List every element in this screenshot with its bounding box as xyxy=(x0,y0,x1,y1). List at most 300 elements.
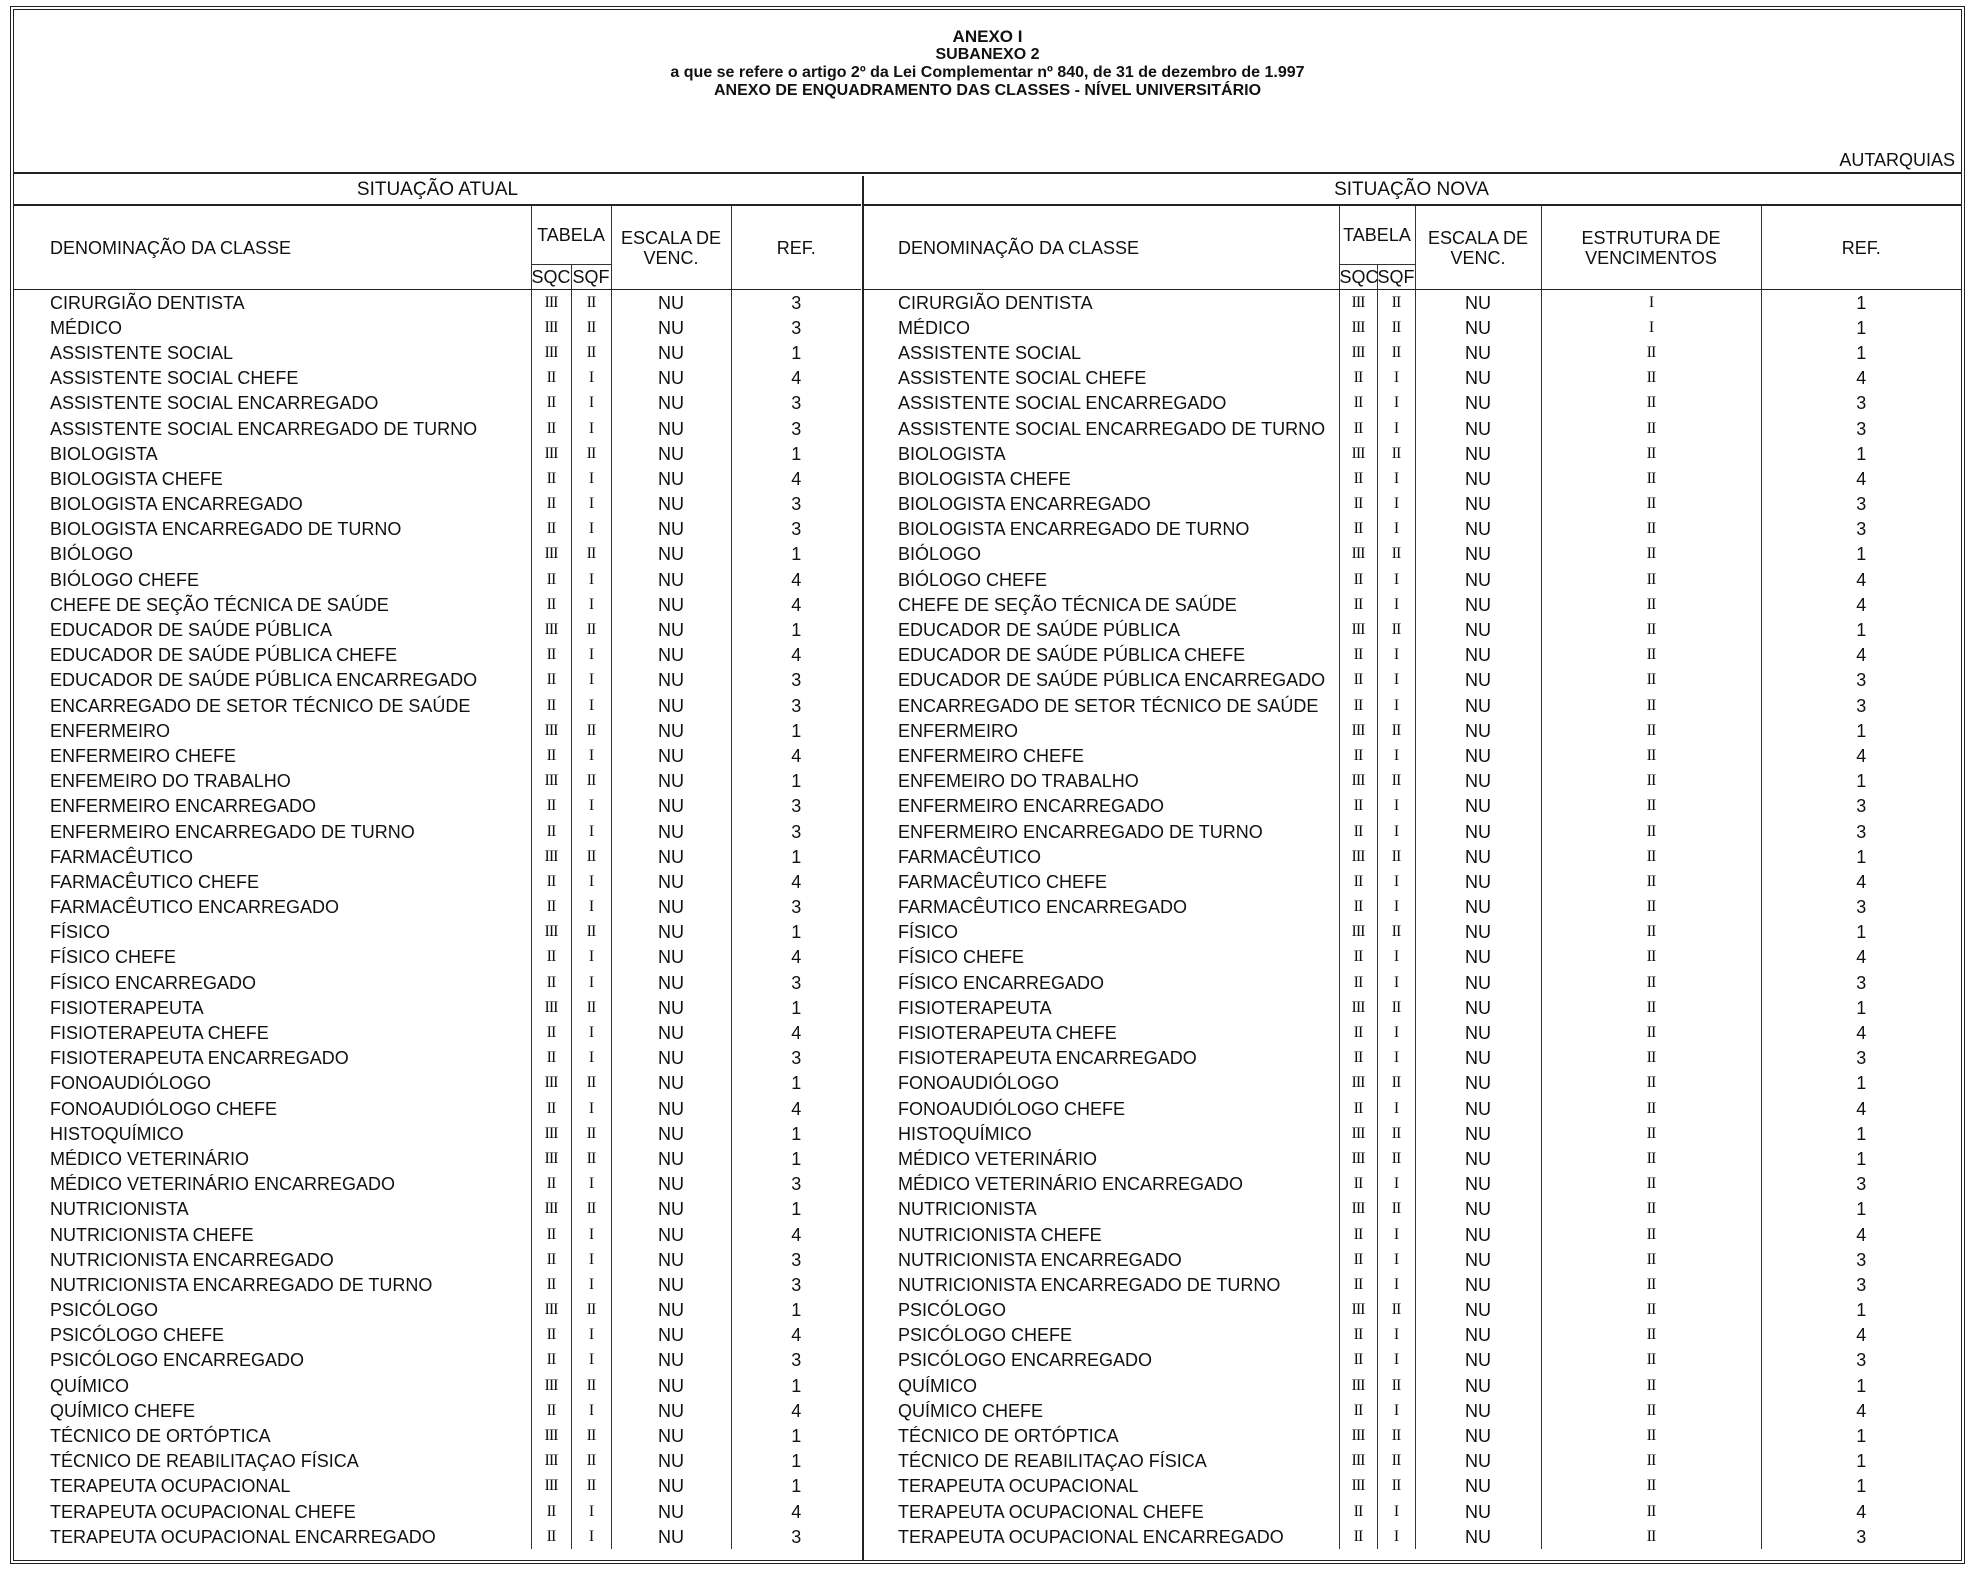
sqf-value: I xyxy=(571,1172,611,1197)
sqc-value: II xyxy=(1339,366,1377,391)
header-rule xyxy=(14,172,1961,174)
class-name: MÉDICO VETERINÁRIO xyxy=(898,1148,1098,1169)
sqf-value: I xyxy=(571,1222,611,1247)
sqf-value: I xyxy=(571,391,611,416)
escala-value: NU xyxy=(611,1272,731,1297)
escala-value: NU xyxy=(611,1146,731,1171)
escala-value: NU xyxy=(611,1499,731,1524)
sqc-value: II xyxy=(531,366,571,391)
class-name: TÉCNICO DE REABILITAÇAO FÍSICA xyxy=(898,1451,1207,1472)
class-name: ENFERMEIRO xyxy=(50,720,171,741)
class-name: TERAPEUTA OCUPACIONAL xyxy=(898,1476,1139,1497)
ref-value: 3 xyxy=(731,315,861,340)
sqc-value: II xyxy=(1339,1348,1377,1373)
estrutura-value: II xyxy=(1541,819,1761,844)
estrutura-value: II xyxy=(1541,895,1761,920)
table-row xyxy=(862,617,1961,642)
escala-value: NU xyxy=(1415,869,1541,894)
sqf-value: I xyxy=(1377,391,1415,416)
escala-value: NU xyxy=(611,844,731,869)
class-name: ENCARREGADO DE SETOR TÉCNICO DE SAÚDE xyxy=(898,695,1319,716)
sqf-value: I xyxy=(571,869,611,894)
class-name: CIRURGIÃO DENTISTA xyxy=(898,292,1093,313)
sqf-value: II xyxy=(571,441,611,466)
sqf-value: II xyxy=(571,769,611,794)
class-name: ENFERMEIRO CHEFE xyxy=(50,745,237,766)
ref-value: 3 xyxy=(731,416,861,441)
escala-value: NU xyxy=(1415,945,1541,970)
ref-value: 1 xyxy=(731,920,861,945)
escala-value: NU xyxy=(611,1398,731,1423)
estrutura-value: II xyxy=(1541,416,1761,441)
class-name: ASSISTENTE SOCIAL ENCARREGADO DE TURNO xyxy=(898,418,1326,439)
class-name: ASSISTENTE SOCIAL CHEFE xyxy=(50,368,299,389)
class-name: BIÓLOGO xyxy=(898,544,982,565)
class-name: FARMACÊUTICO xyxy=(898,846,1042,867)
class-name: PSICÓLOGO xyxy=(898,1300,1007,1321)
estrutura-value: II xyxy=(1541,1423,1761,1448)
table-row xyxy=(862,794,1961,819)
class-name: QUÍMICO xyxy=(898,1375,977,1396)
escala-value: NU xyxy=(1415,1474,1541,1499)
sqf-value: I xyxy=(1377,794,1415,819)
table-row xyxy=(14,1474,861,1499)
sqf-value: I xyxy=(1377,567,1415,592)
ref-value: 4 xyxy=(731,869,861,894)
escala-value: NU xyxy=(611,970,731,995)
sqc-value: III xyxy=(1339,1146,1377,1171)
escala-value: NU xyxy=(611,1247,731,1272)
sqf-value: I xyxy=(1377,743,1415,768)
sqf-value: I xyxy=(571,1524,611,1549)
sqc-value: II xyxy=(1339,466,1377,491)
class-name: BIOLOGISTA xyxy=(898,443,1006,464)
col-denominacao-header: DENOMINAÇÃO DA CLASSE xyxy=(862,205,1339,290)
escala-value: NU xyxy=(611,1071,731,1096)
sqc-value: III xyxy=(1339,1197,1377,1222)
sqc-value: II xyxy=(1339,970,1377,995)
table-row xyxy=(14,1172,861,1197)
escala-value: NU xyxy=(611,416,731,441)
estrutura-value: II xyxy=(1541,1348,1761,1373)
ref-value: 4 xyxy=(731,1499,861,1524)
sqf-value: I xyxy=(1377,1096,1415,1121)
table-row xyxy=(862,945,1961,970)
sqf-value: I xyxy=(1377,945,1415,970)
escala-value: NU xyxy=(1415,1247,1541,1272)
table-row xyxy=(14,1348,861,1373)
table-row xyxy=(14,844,861,869)
class-name: FONOAUDIÓLOGO CHEFE xyxy=(898,1098,1126,1119)
table-row xyxy=(14,1499,861,1524)
class-name: NUTRICIONISTA ENCARREGADO DE TURNO xyxy=(898,1274,1281,1295)
escala-value: NU xyxy=(611,1423,731,1448)
ref-value: 1 xyxy=(731,340,861,365)
sqc-value: II xyxy=(1339,416,1377,441)
escala-value: NU xyxy=(1415,1298,1541,1323)
table-row xyxy=(862,869,1961,894)
table-row xyxy=(14,668,861,693)
sqc-value: II xyxy=(1339,743,1377,768)
class-name: FISIOTERAPEUTA xyxy=(50,997,204,1018)
sqc-value: III xyxy=(531,1121,571,1146)
class-name: HISTOQUÍMICO xyxy=(50,1123,184,1144)
escala-value: NU xyxy=(1415,542,1541,567)
table-row xyxy=(862,1449,1961,1474)
table-row xyxy=(862,1423,1961,1448)
ref-value: 3 xyxy=(731,668,861,693)
class-name: ASSISTENTE SOCIAL CHEFE xyxy=(898,368,1147,389)
ref-value: 1 xyxy=(731,1121,861,1146)
sqf-value: I xyxy=(571,1348,611,1373)
ref-value: 3 xyxy=(1761,970,1961,995)
ref-value: 4 xyxy=(731,945,861,970)
ref-value: 4 xyxy=(1761,1499,1961,1524)
ref-value: 1 xyxy=(1761,441,1961,466)
estrutura-value: II xyxy=(1541,1373,1761,1398)
sqc-value: II xyxy=(531,743,571,768)
table-row xyxy=(14,970,861,995)
document-header xyxy=(14,10,1961,170)
ref-value: 1 xyxy=(1761,995,1961,1020)
class-name: PSICÓLOGO xyxy=(50,1300,159,1321)
class-name: NUTRICIONISTA xyxy=(898,1199,1037,1220)
class-name: NUTRICIONISTA xyxy=(50,1199,189,1220)
table-row xyxy=(14,315,861,340)
sqc-value: II xyxy=(531,970,571,995)
ref-value: 3 xyxy=(731,517,861,542)
column-divider xyxy=(862,176,864,1560)
ref-value: 1 xyxy=(1761,1373,1961,1398)
class-name: FÍSICO xyxy=(898,922,959,943)
ref-value: 3 xyxy=(1761,895,1961,920)
escala-value: NU xyxy=(611,517,731,542)
sqf-value: II xyxy=(1377,1121,1415,1146)
col-sqf-header: SQF xyxy=(571,265,611,290)
table-row xyxy=(14,920,861,945)
ref-value: 1 xyxy=(1761,718,1961,743)
ref-value: 4 xyxy=(1761,1323,1961,1348)
escala-value: NU xyxy=(1415,441,1541,466)
sqf-value: I xyxy=(1377,416,1415,441)
table-row xyxy=(14,617,861,642)
estrutura-value: II xyxy=(1541,1096,1761,1121)
sqf-value: I xyxy=(571,592,611,617)
escala-value: NU xyxy=(1415,1499,1541,1524)
estrutura-value: II xyxy=(1541,1524,1761,1549)
sqc-value: II xyxy=(1339,1172,1377,1197)
sqc-value: III xyxy=(531,1373,571,1398)
ref-value: 3 xyxy=(1761,1247,1961,1272)
escala-value: NU xyxy=(1415,1222,1541,1247)
sqc-value: II xyxy=(1339,567,1377,592)
sqf-value: II xyxy=(571,1298,611,1323)
ref-value: 4 xyxy=(731,1020,861,1045)
table-row xyxy=(14,693,861,718)
class-name: BIÓLOGO CHEFE xyxy=(50,569,200,590)
ref-value: 3 xyxy=(731,1524,861,1549)
class-name: CHEFE DE SEÇÃO TÉCNICA DE SAÚDE xyxy=(50,594,389,615)
col-sqc-header: SQC xyxy=(1339,265,1377,290)
class-name: ENFEMEIRO DO TRABALHO xyxy=(50,771,291,792)
sqf-value: I xyxy=(571,492,611,517)
estrutura-value: II xyxy=(1541,1247,1761,1272)
class-name: ASSISTENTE SOCIAL xyxy=(898,342,1082,363)
table-row xyxy=(14,1020,861,1045)
sqf-value: II xyxy=(1377,718,1415,743)
escala-value: NU xyxy=(611,1373,731,1398)
class-name: MÉDICO xyxy=(898,317,970,338)
sqc-value: III xyxy=(531,1197,571,1222)
sqc-value: II xyxy=(531,1247,571,1272)
sqf-value: II xyxy=(1377,290,1415,316)
sqf-value: I xyxy=(1377,895,1415,920)
estrutura-value: II xyxy=(1541,920,1761,945)
sqc-value: II xyxy=(1339,643,1377,668)
ref-value: 1 xyxy=(1761,1298,1961,1323)
sqf-value: I xyxy=(571,1499,611,1524)
estrutura-value: II xyxy=(1541,567,1761,592)
ref-value: 1 xyxy=(731,769,861,794)
sqc-value: III xyxy=(1339,718,1377,743)
estrutura-value: II xyxy=(1541,945,1761,970)
table-row xyxy=(14,945,861,970)
escala-value: NU xyxy=(611,693,731,718)
class-name: FISIOTERAPEUTA ENCARREGADO xyxy=(50,1048,349,1069)
ref-value: 4 xyxy=(731,1222,861,1247)
ref-value: 1 xyxy=(1761,617,1961,642)
escala-value: NU xyxy=(1415,1071,1541,1096)
col-denominacao-header: DENOMINAÇÃO DA CLASSE xyxy=(14,205,531,290)
col-escala-header: ESCALA DE VENC. xyxy=(1415,205,1541,290)
escala-value: NU xyxy=(1415,1046,1541,1071)
sqf-value: I xyxy=(1377,668,1415,693)
sqf-value: II xyxy=(1377,1071,1415,1096)
table-row xyxy=(14,995,861,1020)
ref-value: 3 xyxy=(1761,1524,1961,1549)
estrutura-value: II xyxy=(1541,643,1761,668)
sqf-value: I xyxy=(1377,1272,1415,1297)
class-name: BIOLOGISTA ENCARREGADO DE TURNO xyxy=(898,519,1250,540)
ref-value: 4 xyxy=(731,1398,861,1423)
class-name: EDUCADOR DE SAÚDE PÚBLICA CHEFE xyxy=(50,645,398,666)
table-row xyxy=(862,895,1961,920)
ref-value: 3 xyxy=(731,693,861,718)
new-situation-table xyxy=(862,176,1961,1549)
estrutura-value: II xyxy=(1541,1046,1761,1071)
sqc-value: II xyxy=(1339,794,1377,819)
ref-value: 3 xyxy=(1761,391,1961,416)
sqc-value: II xyxy=(531,1020,571,1045)
escala-value: NU xyxy=(611,1197,731,1222)
class-name: MÉDICO xyxy=(50,317,122,338)
subannex-title: SUBANEXO 2 xyxy=(935,46,1040,63)
class-name: FISIOTERAPEUTA xyxy=(898,997,1052,1018)
estrutura-value: I xyxy=(1541,290,1761,316)
sqc-value: II xyxy=(531,1348,571,1373)
ref-value: 3 xyxy=(1761,1272,1961,1297)
table-row xyxy=(862,1146,1961,1171)
sqf-value: II xyxy=(571,995,611,1020)
table-row xyxy=(862,693,1961,718)
sqf-value: II xyxy=(1377,1298,1415,1323)
escala-value: NU xyxy=(611,718,731,743)
table-row xyxy=(14,466,861,491)
sqf-value: I xyxy=(1377,517,1415,542)
table-row xyxy=(862,1121,1961,1146)
class-name: FÍSICO CHEFE xyxy=(898,947,1025,968)
sqc-value: III xyxy=(531,1474,571,1499)
sqc-value: III xyxy=(1339,1423,1377,1448)
class-name: NUTRICIONISTA CHEFE xyxy=(50,1224,254,1245)
sqf-value: II xyxy=(571,1146,611,1171)
ref-value: 4 xyxy=(1761,366,1961,391)
class-name: BIOLOGISTA CHEFE xyxy=(898,468,1071,489)
sqc-value: III xyxy=(1339,1121,1377,1146)
sqc-value: III xyxy=(1339,1373,1377,1398)
sqc-value: II xyxy=(531,895,571,920)
table-row xyxy=(14,1423,861,1448)
sqf-value: II xyxy=(1377,1197,1415,1222)
escala-value: NU xyxy=(611,366,731,391)
estrutura-value: II xyxy=(1541,1298,1761,1323)
sqc-value: II xyxy=(1339,592,1377,617)
ref-value: 1 xyxy=(731,542,861,567)
sqf-value: I xyxy=(571,693,611,718)
ref-value: 3 xyxy=(731,1272,861,1297)
escala-value: NU xyxy=(611,743,731,768)
class-name: ASSISTENTE SOCIAL xyxy=(50,342,234,363)
class-name: TÉCNICO DE REABILITAÇAO FÍSICA xyxy=(50,1451,359,1472)
table-row xyxy=(862,1020,1961,1045)
table-row xyxy=(862,416,1961,441)
escala-value: NU xyxy=(1415,1121,1541,1146)
ref-value: 3 xyxy=(731,819,861,844)
sqf-value: II xyxy=(1377,1449,1415,1474)
sqf-value: I xyxy=(571,567,611,592)
table-row xyxy=(862,340,1961,365)
class-name: FISIOTERAPEUTA ENCARREGADO xyxy=(898,1048,1197,1069)
sqf-value: I xyxy=(1377,1046,1415,1071)
escala-value: NU xyxy=(1415,466,1541,491)
ref-value: 4 xyxy=(1761,466,1961,491)
sqc-value: III xyxy=(531,844,571,869)
escala-value: NU xyxy=(1415,416,1541,441)
document-page xyxy=(10,6,1965,1564)
sqf-value: II xyxy=(571,1071,611,1096)
class-name: FISIOTERAPEUTA CHEFE xyxy=(898,1023,1117,1044)
class-name: TERAPEUTA OCUPACIONAL CHEFE xyxy=(898,1501,1204,1522)
escala-value: NU xyxy=(611,643,731,668)
class-name: EDUCADOR DE SAÚDE PÚBLICA ENCARREGADO xyxy=(898,670,1326,691)
ref-value: 3 xyxy=(1761,819,1961,844)
escala-value: NU xyxy=(611,567,731,592)
sqc-value: III xyxy=(531,1146,571,1171)
escala-value: NU xyxy=(1415,617,1541,642)
estrutura-value: II xyxy=(1541,466,1761,491)
table-row xyxy=(862,970,1961,995)
sqc-value: II xyxy=(1339,517,1377,542)
sqc-value: III xyxy=(1339,920,1377,945)
ref-value: 4 xyxy=(1761,567,1961,592)
escala-value: NU xyxy=(1415,995,1541,1020)
class-name: QUÍMICO CHEFE xyxy=(50,1400,196,1421)
sqc-value: III xyxy=(531,718,571,743)
estrutura-value: II xyxy=(1541,617,1761,642)
class-name: TERAPEUTA OCUPACIONAL xyxy=(50,1476,291,1497)
sqf-value: I xyxy=(571,517,611,542)
col-estrutura-header: ESTRUTURA DE VENCIMENTOS xyxy=(1541,205,1761,290)
sqf-value: I xyxy=(1377,1172,1415,1197)
class-name: ASSISTENTE SOCIAL ENCARREGADO xyxy=(50,393,379,414)
sqf-value: I xyxy=(571,466,611,491)
sqc-value: III xyxy=(1339,1071,1377,1096)
sqc-value: II xyxy=(1339,869,1377,894)
sqf-value: I xyxy=(571,1272,611,1297)
table-row xyxy=(14,416,861,441)
class-name: BIOLOGISTA ENCARREGADO xyxy=(50,494,303,515)
table-row xyxy=(14,1449,861,1474)
ref-value: 1 xyxy=(731,1197,861,1222)
sqc-value: II xyxy=(1339,693,1377,718)
class-name: BIÓLOGO xyxy=(50,544,134,565)
ref-value: 1 xyxy=(1761,340,1961,365)
table-row xyxy=(14,340,861,365)
class-name: BIOLOGISTA xyxy=(50,443,158,464)
ref-value: 3 xyxy=(731,1247,861,1272)
estrutura-value: II xyxy=(1541,668,1761,693)
ref-value: 1 xyxy=(731,1449,861,1474)
sqc-value: II xyxy=(531,391,571,416)
sqc-value: III xyxy=(531,340,571,365)
sqc-value: III xyxy=(531,315,571,340)
class-name: FÍSICO xyxy=(50,922,111,943)
estrutura-value: II xyxy=(1541,844,1761,869)
estrutura-value: II xyxy=(1541,869,1761,894)
table-row xyxy=(862,668,1961,693)
sqf-value: II xyxy=(1377,995,1415,1020)
sqf-value: I xyxy=(1377,592,1415,617)
ref-value: 3 xyxy=(1761,1046,1961,1071)
ref-value: 4 xyxy=(731,567,861,592)
sqf-value: II xyxy=(1377,1373,1415,1398)
escala-value: NU xyxy=(611,592,731,617)
sqf-value: II xyxy=(571,1121,611,1146)
ref-value: 3 xyxy=(731,1046,861,1071)
class-name: FÍSICO ENCARREGADO xyxy=(898,972,1105,993)
table-row xyxy=(862,995,1961,1020)
class-name: PSICÓLOGO ENCARREGADO xyxy=(898,1350,1153,1371)
ref-value: 3 xyxy=(731,1348,861,1373)
sqf-value: II xyxy=(571,920,611,945)
escala-value: NU xyxy=(1415,718,1541,743)
class-name: HISTOQUÍMICO xyxy=(898,1123,1032,1144)
col-tabela-header: TABELA xyxy=(531,205,611,265)
sqf-value: I xyxy=(1377,1348,1415,1373)
sqf-value: I xyxy=(1377,643,1415,668)
ref-value: 1 xyxy=(731,718,861,743)
sqf-value: II xyxy=(571,617,611,642)
sqf-value: II xyxy=(1377,617,1415,642)
sqc-value: II xyxy=(531,517,571,542)
sqc-value: III xyxy=(531,769,571,794)
escala-value: NU xyxy=(611,290,731,316)
class-name: TÉCNICO DE ORTÓPTICA xyxy=(50,1426,271,1447)
ref-value: 4 xyxy=(1761,945,1961,970)
sqc-value: II xyxy=(1339,492,1377,517)
sqc-value: III xyxy=(1339,769,1377,794)
sqf-value: I xyxy=(1377,1323,1415,1348)
